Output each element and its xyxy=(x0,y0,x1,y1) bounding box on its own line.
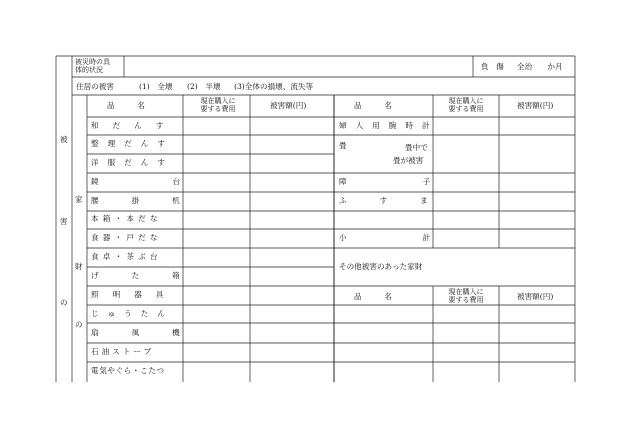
header-item-left: 品 名 xyxy=(107,101,145,110)
section-char-2: 害 xyxy=(60,217,68,226)
left-item-9: げた箱 xyxy=(91,271,213,280)
damage-option-half: (2) 半壊 xyxy=(187,82,221,91)
damage-option-total: (3)全体の損壊、流失等 xyxy=(234,82,314,91)
left-item-14: 電気やぐら・こたつ xyxy=(91,366,165,375)
situation-label: 被災時の具 体的状況 xyxy=(75,58,110,75)
left-item-6: 本箱・本だな xyxy=(91,214,162,223)
damage-title: 住居の被害 xyxy=(76,82,114,91)
left-item-3: 洋服だんす xyxy=(91,158,174,167)
injury-label: 負 傷 xyxy=(481,62,504,71)
right-item-other: その他被害のあった家財 xyxy=(339,262,423,271)
right-item-tatami-note-2: 畳が被害 xyxy=(393,156,424,165)
left-item-8: 食卓・茶ぶ台 xyxy=(91,252,162,261)
left-item-11: じゅうたん xyxy=(91,309,174,318)
header-cost-right: 現在購入に 要する費用 xyxy=(448,97,484,114)
right-item-tatami-note-1: 畳中で xyxy=(405,143,428,152)
right-item-fusuma: ふすま xyxy=(339,196,461,205)
right-item-shoji: 障子 xyxy=(339,177,507,186)
section-char-3: の xyxy=(60,298,68,307)
header-damage-right-2: 被害額(円) xyxy=(517,292,554,301)
right-item-tatami: 畳 xyxy=(339,141,347,150)
subsection-char-2: 財 xyxy=(75,262,83,271)
right-item-subtotal: 小計 xyxy=(339,233,507,242)
left-item-10: 照明器具 xyxy=(91,290,178,299)
header-item-right: 品 名 xyxy=(354,101,392,110)
header-damage-left: 被害額(円) xyxy=(270,101,307,110)
left-item-12: 扇風機 xyxy=(91,328,213,337)
left-item-7: 食器・戸だな xyxy=(91,233,162,242)
damage-option-full: (1) 全壊 xyxy=(139,82,173,91)
left-item-2: 整理だんす xyxy=(91,139,174,148)
header-cost-right-2: 現在購入に 要する費用 xyxy=(448,288,484,305)
subsection-char-1: 家 xyxy=(75,195,83,204)
injury-value: 全治 か月 xyxy=(517,62,563,71)
header-cost-left: 現在購入に 要する費用 xyxy=(200,97,236,114)
section-char-1: 被 xyxy=(60,135,68,144)
header-damage-right: 被害額(円) xyxy=(517,101,554,110)
header-item-right-2: 品 名 xyxy=(354,292,392,301)
left-item-13: 石油ストーブ xyxy=(91,347,155,356)
subsection-char-3: の xyxy=(75,320,83,329)
right-item-watch: 婦人用腕時計 xyxy=(339,121,439,130)
left-item-4: 鏡台 xyxy=(91,177,255,186)
left-item-5: 腰掛机 xyxy=(91,196,213,205)
left-item-1: 和だんす xyxy=(91,121,178,130)
